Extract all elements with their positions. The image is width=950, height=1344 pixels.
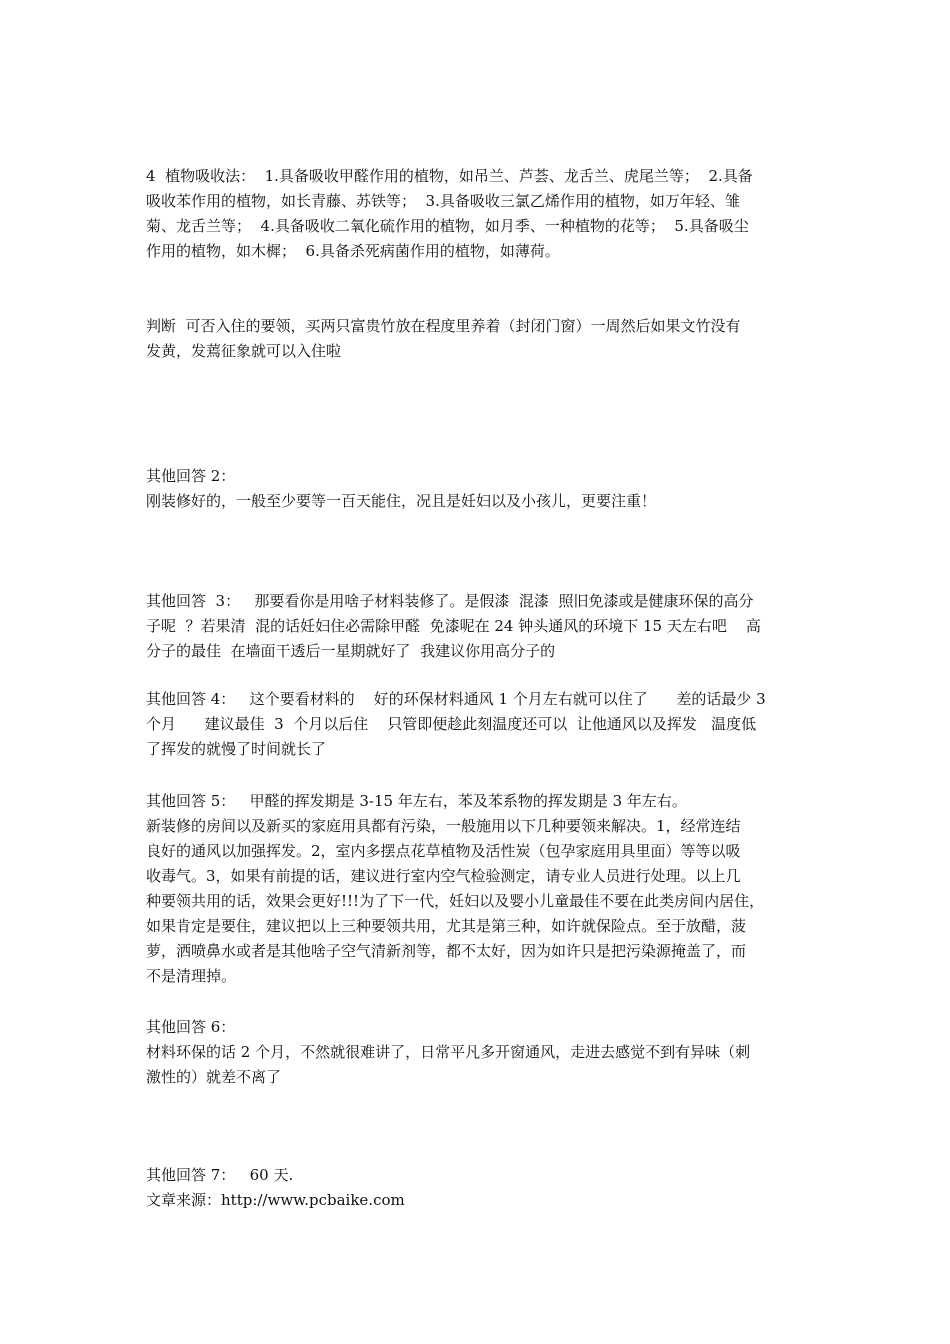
text-line: 其他回答 4： 这个要看材料的 好的环保材料通风 1 个月左右就可以住了 差的话最少 3	[146, 690, 766, 708]
text-line: 吸收苯作用的植物，如长青藤、苏铁等； 3.具备吸收三氯乙烯作用的植物，如万年轻、雏	[146, 192, 740, 210]
paragraph-answer-6	[146, 1015, 750, 1090]
paragraph-answer-7	[146, 1163, 405, 1213]
paragraph-judgement	[146, 314, 741, 364]
paragraph-answer-4	[146, 687, 766, 762]
text-line: 其他回答 2：	[146, 467, 236, 485]
text-line: 其他回答 5： 甲醛的挥发期是 3-15 年左右，苯及苯系物的挥发期是 3 年左右。	[146, 792, 687, 810]
text-line: 作用的植物，如木樨； 6.具备杀死病菌作用的植物，如薄荷。	[146, 242, 560, 260]
text-line: 4 植物吸收法： 1.具备吸收甲醛作用的植物，如吊兰、芦荟、龙舌兰、虎尾兰等； 2.具备	[146, 167, 753, 185]
text-line: 如果肯定是要住，建议把以上三种要领共用，尤其是第三种，如许就保险点。至于放醋，菠	[146, 917, 747, 935]
text-line: 判断 可否入住的要领，买两只富贵竹放在程度里养着（封闭门窗）一周然后如果文竹没有	[146, 317, 741, 335]
text-line: 个月 建议最佳 3 个月以后住 只管即便趁此刻温度还可以 让他通风以及挥发 温度低	[146, 715, 757, 733]
text-line: 新装修的房间以及新买的家庭用具都有污染，一般施用以下几种要领来解决。1，经常连结	[146, 817, 741, 835]
text-line: 萝，洒喷鼻水或者是其他啥子空气清新剂等，都不太好，因为如许只是把污染源掩盖了，而	[146, 942, 747, 960]
text-line: 其他回答 6：	[146, 1018, 236, 1036]
paragraph-answer-3	[146, 589, 761, 664]
paragraph-plant-absorption	[146, 164, 753, 264]
paragraph-answer-2	[146, 464, 656, 514]
text-line: 种要领共用的话，效果会更好!!!为了下一代，妊妇以及婴小儿童最佳不要在此类房间内居住，	[146, 892, 765, 910]
text-line: 子呢 ？若果清 混的话妊妇住必需除甲醛 免漆呢在 24 钟头通风的环境下 15 天左右吧 高	[146, 617, 761, 635]
paragraph-answer-5	[146, 789, 764, 989]
text-line: 良好的通风以加强挥发。2，室内多摆点花草植物及活性炭（包孕家庭用具里面）等等以吸	[146, 842, 741, 860]
text-line: 激性的）就差不离了	[146, 1068, 282, 1086]
text-line: 菊、龙舌兰等； 4.具备吸收二氧化硫作用的植物，如月季、一种植物的花等； 5.具备吸尘	[146, 217, 749, 235]
text-line: 其他回答 3： 那要看你是用啥子材料装修了。是假漆 混漆 照旧免漆或是健康环保的高分	[146, 592, 754, 610]
source-link-text: 文章来源：http://www.pcbaike.com	[146, 1191, 405, 1209]
text-line: 发黄，发蔫征象就可以入住啦	[146, 342, 342, 360]
text-line: 不是清理掉。	[146, 967, 237, 985]
text-line: 其他回答 7： 60 天.	[146, 1166, 294, 1184]
text-line: 了挥发的就慢了时间就长了	[146, 740, 327, 758]
text-line: 材料环保的话 2 个月，不然就很难讲了，日常平凡多开窗通风，走进去感觉不到有异味（刺	[146, 1043, 751, 1061]
text-line: 分子的最佳 在墙面干透后一星期就好了 我建议你用高分子的	[146, 642, 556, 660]
text-line: 刚装修好的，一般至少要等一百天能住，况且是妊妇以及小孩儿，更要注重！	[146, 492, 657, 510]
text-line: 收毒气。3，如果有前提的话，建议进行室内空气检验测定，请专业人员进行处理。以上几	[146, 867, 741, 885]
